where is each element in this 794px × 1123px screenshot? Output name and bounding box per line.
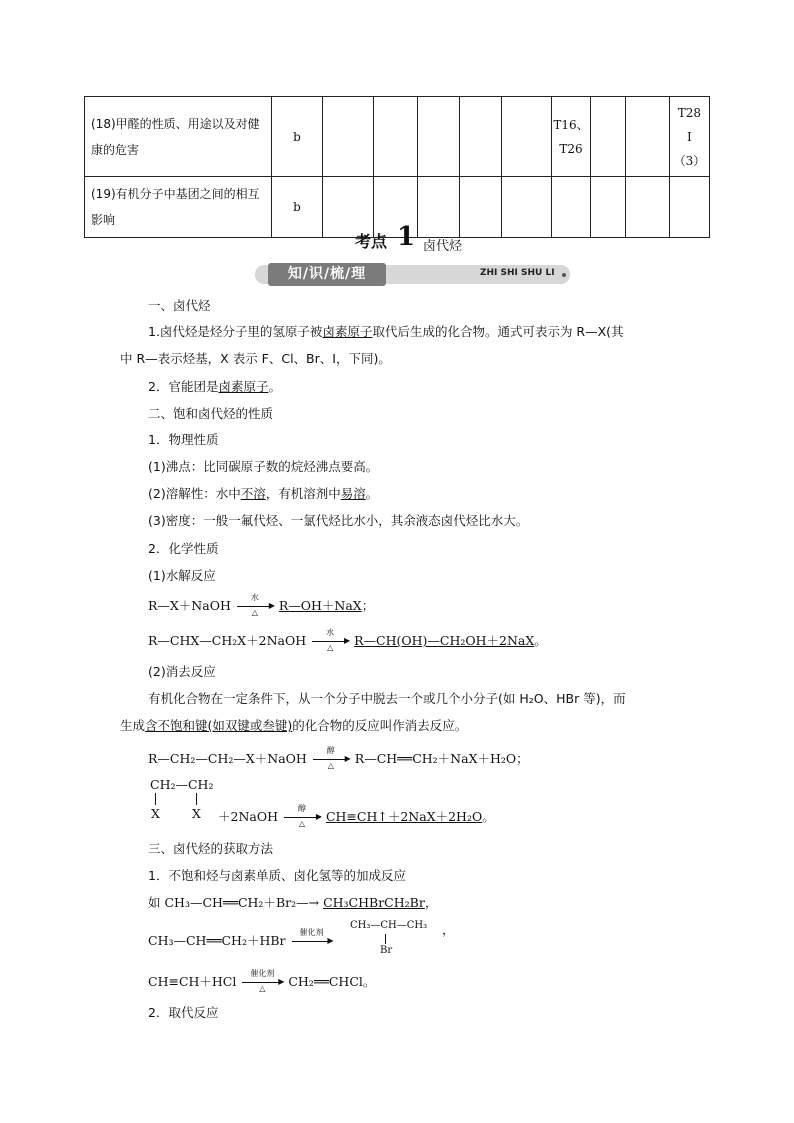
- section-topic: 卤代烃: [423, 239, 463, 254]
- section-number: 1: [397, 222, 416, 252]
- condition: 催化剂: [250, 968, 275, 978]
- equation-elimination-2: [218, 803, 495, 828]
- reactants: ＋2NaOH: [218, 809, 278, 824]
- underlined-answer: 易溶: [340, 486, 366, 501]
- reaction-arrow-icon: 醇 ▶ △: [311, 754, 351, 766]
- product-structure: CH₃—CH—CH₃: [350, 920, 428, 931]
- heading-2: 二、饱和卤代烃的性质: [148, 406, 274, 421]
- text: 。: [268, 379, 281, 394]
- reactants: R—CH₂—CH₂—X＋NaOH: [148, 751, 307, 766]
- equation-elimination-1: [148, 745, 529, 770]
- products: CH₂══CHCl: [288, 974, 363, 989]
- reactants: R—X＋NaOH: [148, 598, 231, 613]
- table-cell: [417, 177, 459, 238]
- reaction-arrow-icon: 催化剂 ▶: [290, 936, 334, 948]
- table-cell-topic: (19)有机分子中基团之间的相互影响: [85, 177, 272, 238]
- subheading-physical: 1．物理性质: [148, 432, 219, 447]
- equation-addition-3: [148, 968, 376, 993]
- punctuation: 。: [534, 633, 547, 648]
- condition: 水: [250, 592, 259, 602]
- reaction-arrow-icon: 水 ▶ △: [235, 601, 275, 613]
- underlined-answer: 卤素原子: [218, 379, 269, 394]
- text: ，有机溶剂中: [265, 486, 341, 501]
- banner-subtitle: ZHI SHI SHU LI: [480, 268, 555, 278]
- elimination-title: (2)消去反应: [148, 664, 216, 679]
- heading-3: 三、卤代烃的获取方法: [148, 841, 274, 856]
- products: R—OH＋NaX: [278, 598, 362, 613]
- equation-hydrolysis-2: [148, 627, 547, 652]
- condition: △: [327, 760, 334, 770]
- elimination-definition: 有机化合物在一定条件下，从一个分子中脱去一个或几个小分子(如 H₂O、HBr 等)，而: [148, 691, 626, 706]
- solubility-text: [148, 484, 378, 502]
- text: 取代后生成的化合物。通式可表示为 R—X(其: [372, 324, 624, 339]
- paragraph-1-cont: 中 R—表示烃基，X 表示 F、Cl、Br、I，下同)。: [120, 351, 391, 366]
- condition: △: [259, 983, 266, 993]
- elimination-definition-cont: [120, 716, 467, 734]
- reaction-arrow-icon: 醇 ▶ △: [282, 812, 322, 824]
- bond-line: [385, 934, 386, 944]
- paragraph-1: [148, 322, 624, 340]
- underlined-answer: 卤素原子: [322, 324, 373, 339]
- condition: 催化剂: [299, 927, 324, 937]
- table-cell: [590, 97, 625, 177]
- subheading-chemical: 2．化学性质: [148, 541, 219, 556]
- table-cell: [323, 97, 373, 177]
- condition: △: [251, 607, 258, 617]
- products: R—CH(OH)—CH₂OH＋2NaX: [354, 633, 535, 648]
- structure-top: CH₂—CH₂: [150, 777, 214, 792]
- structure-x-right: X: [192, 806, 201, 821]
- table-cell: [459, 97, 501, 177]
- product-substituent: Br: [380, 945, 393, 956]
- equation-addition-1: [148, 893, 437, 911]
- punctuation: ，: [442, 922, 455, 937]
- table-cell: [459, 177, 501, 238]
- punctuation: ；: [361, 598, 375, 613]
- reaction-arrow-icon: 催化剂 ▶ △: [240, 977, 284, 989]
- table-row: [85, 97, 710, 177]
- paragraph-2: [148, 377, 281, 395]
- table-cell: [669, 177, 709, 238]
- punctuation: 。: [362, 974, 376, 989]
- density-text: (3)密度：一般一氟代烃、一氯代烃比水小，其余液态卤代烃比水大。: [148, 513, 529, 528]
- bond-line: [196, 793, 197, 805]
- text: 。: [365, 486, 379, 501]
- table-cell: [501, 97, 551, 177]
- products: CH₃CHBrCH₂Br: [323, 895, 425, 910]
- table-cell-level: b: [271, 177, 323, 238]
- reactants: R—CHX—CH₂X＋2NaOH: [148, 633, 307, 648]
- banner-title: 知/识/梳/理: [268, 263, 386, 286]
- reactants: CH≡CH＋HCl: [148, 974, 237, 989]
- table-cell-level: b: [271, 97, 323, 177]
- underlined-answer: 不溶: [240, 486, 266, 501]
- condition: △: [298, 818, 306, 828]
- table-cell: [373, 97, 417, 177]
- condition: △: [327, 642, 334, 652]
- condition: 醇: [297, 803, 306, 813]
- hydrolysis-title: (1)水解反应: [148, 568, 216, 583]
- products: CH≡CH↑＋2NaX＋2H₂O: [325, 809, 483, 824]
- text: 生成: [120, 718, 146, 733]
- text: 2．官能团是: [148, 379, 219, 394]
- condition: 醇: [326, 745, 335, 755]
- equation-addition-2: [148, 927, 334, 949]
- text: (2)溶解性：水中: [148, 486, 241, 501]
- table-cell: [590, 177, 625, 238]
- banner-dot-icon: [562, 273, 566, 277]
- equation-hydrolysis-1: [148, 592, 375, 617]
- table-cell: [625, 97, 669, 177]
- products: R—CH══CH₂＋NaX＋H₂O；: [354, 751, 529, 766]
- structure-x-left: X: [151, 806, 160, 821]
- table-cell: [552, 177, 591, 238]
- reactants: CH₃—CH══CH₂＋HBr: [148, 933, 286, 948]
- condition: 水: [326, 627, 335, 637]
- table-cell: T28 Ⅰ （3）: [669, 97, 709, 177]
- section-label: 考点: [355, 232, 388, 251]
- underlined-answer: 含不饱和键(如双键或叁键): [145, 718, 293, 733]
- table-cell: [625, 177, 669, 238]
- text: 的化合物的反应叫作消去反应。: [292, 718, 468, 733]
- punctuation: 。: [482, 809, 495, 824]
- method-2: 2．取代反应: [148, 1005, 219, 1020]
- reactants: 如 CH₃—CH══CH₂＋Br₂—→: [148, 895, 320, 910]
- table-cell: [501, 177, 551, 238]
- punctuation: ，: [424, 895, 438, 910]
- heading-1: 一、卤代烃: [148, 298, 211, 313]
- method-1: 1．不饱和烃与卤素单质、卤化氢等的加成反应: [148, 868, 406, 883]
- curriculum-table: [84, 96, 710, 238]
- boiling-point-text: (1)沸点：比同碳原子数的烷烃沸点要高。: [148, 459, 379, 474]
- table-cell: [417, 97, 459, 177]
- bond-line: [155, 793, 156, 805]
- table-cell-topic: (18)甲醛的性质、用途以及对健康的危害: [85, 97, 272, 177]
- table-cell: T16、 T26: [552, 97, 591, 177]
- text: 1.卤代烃是烃分子里的氢原子被: [148, 324, 323, 339]
- reaction-arrow-icon: 水 ▶ △: [310, 636, 350, 648]
